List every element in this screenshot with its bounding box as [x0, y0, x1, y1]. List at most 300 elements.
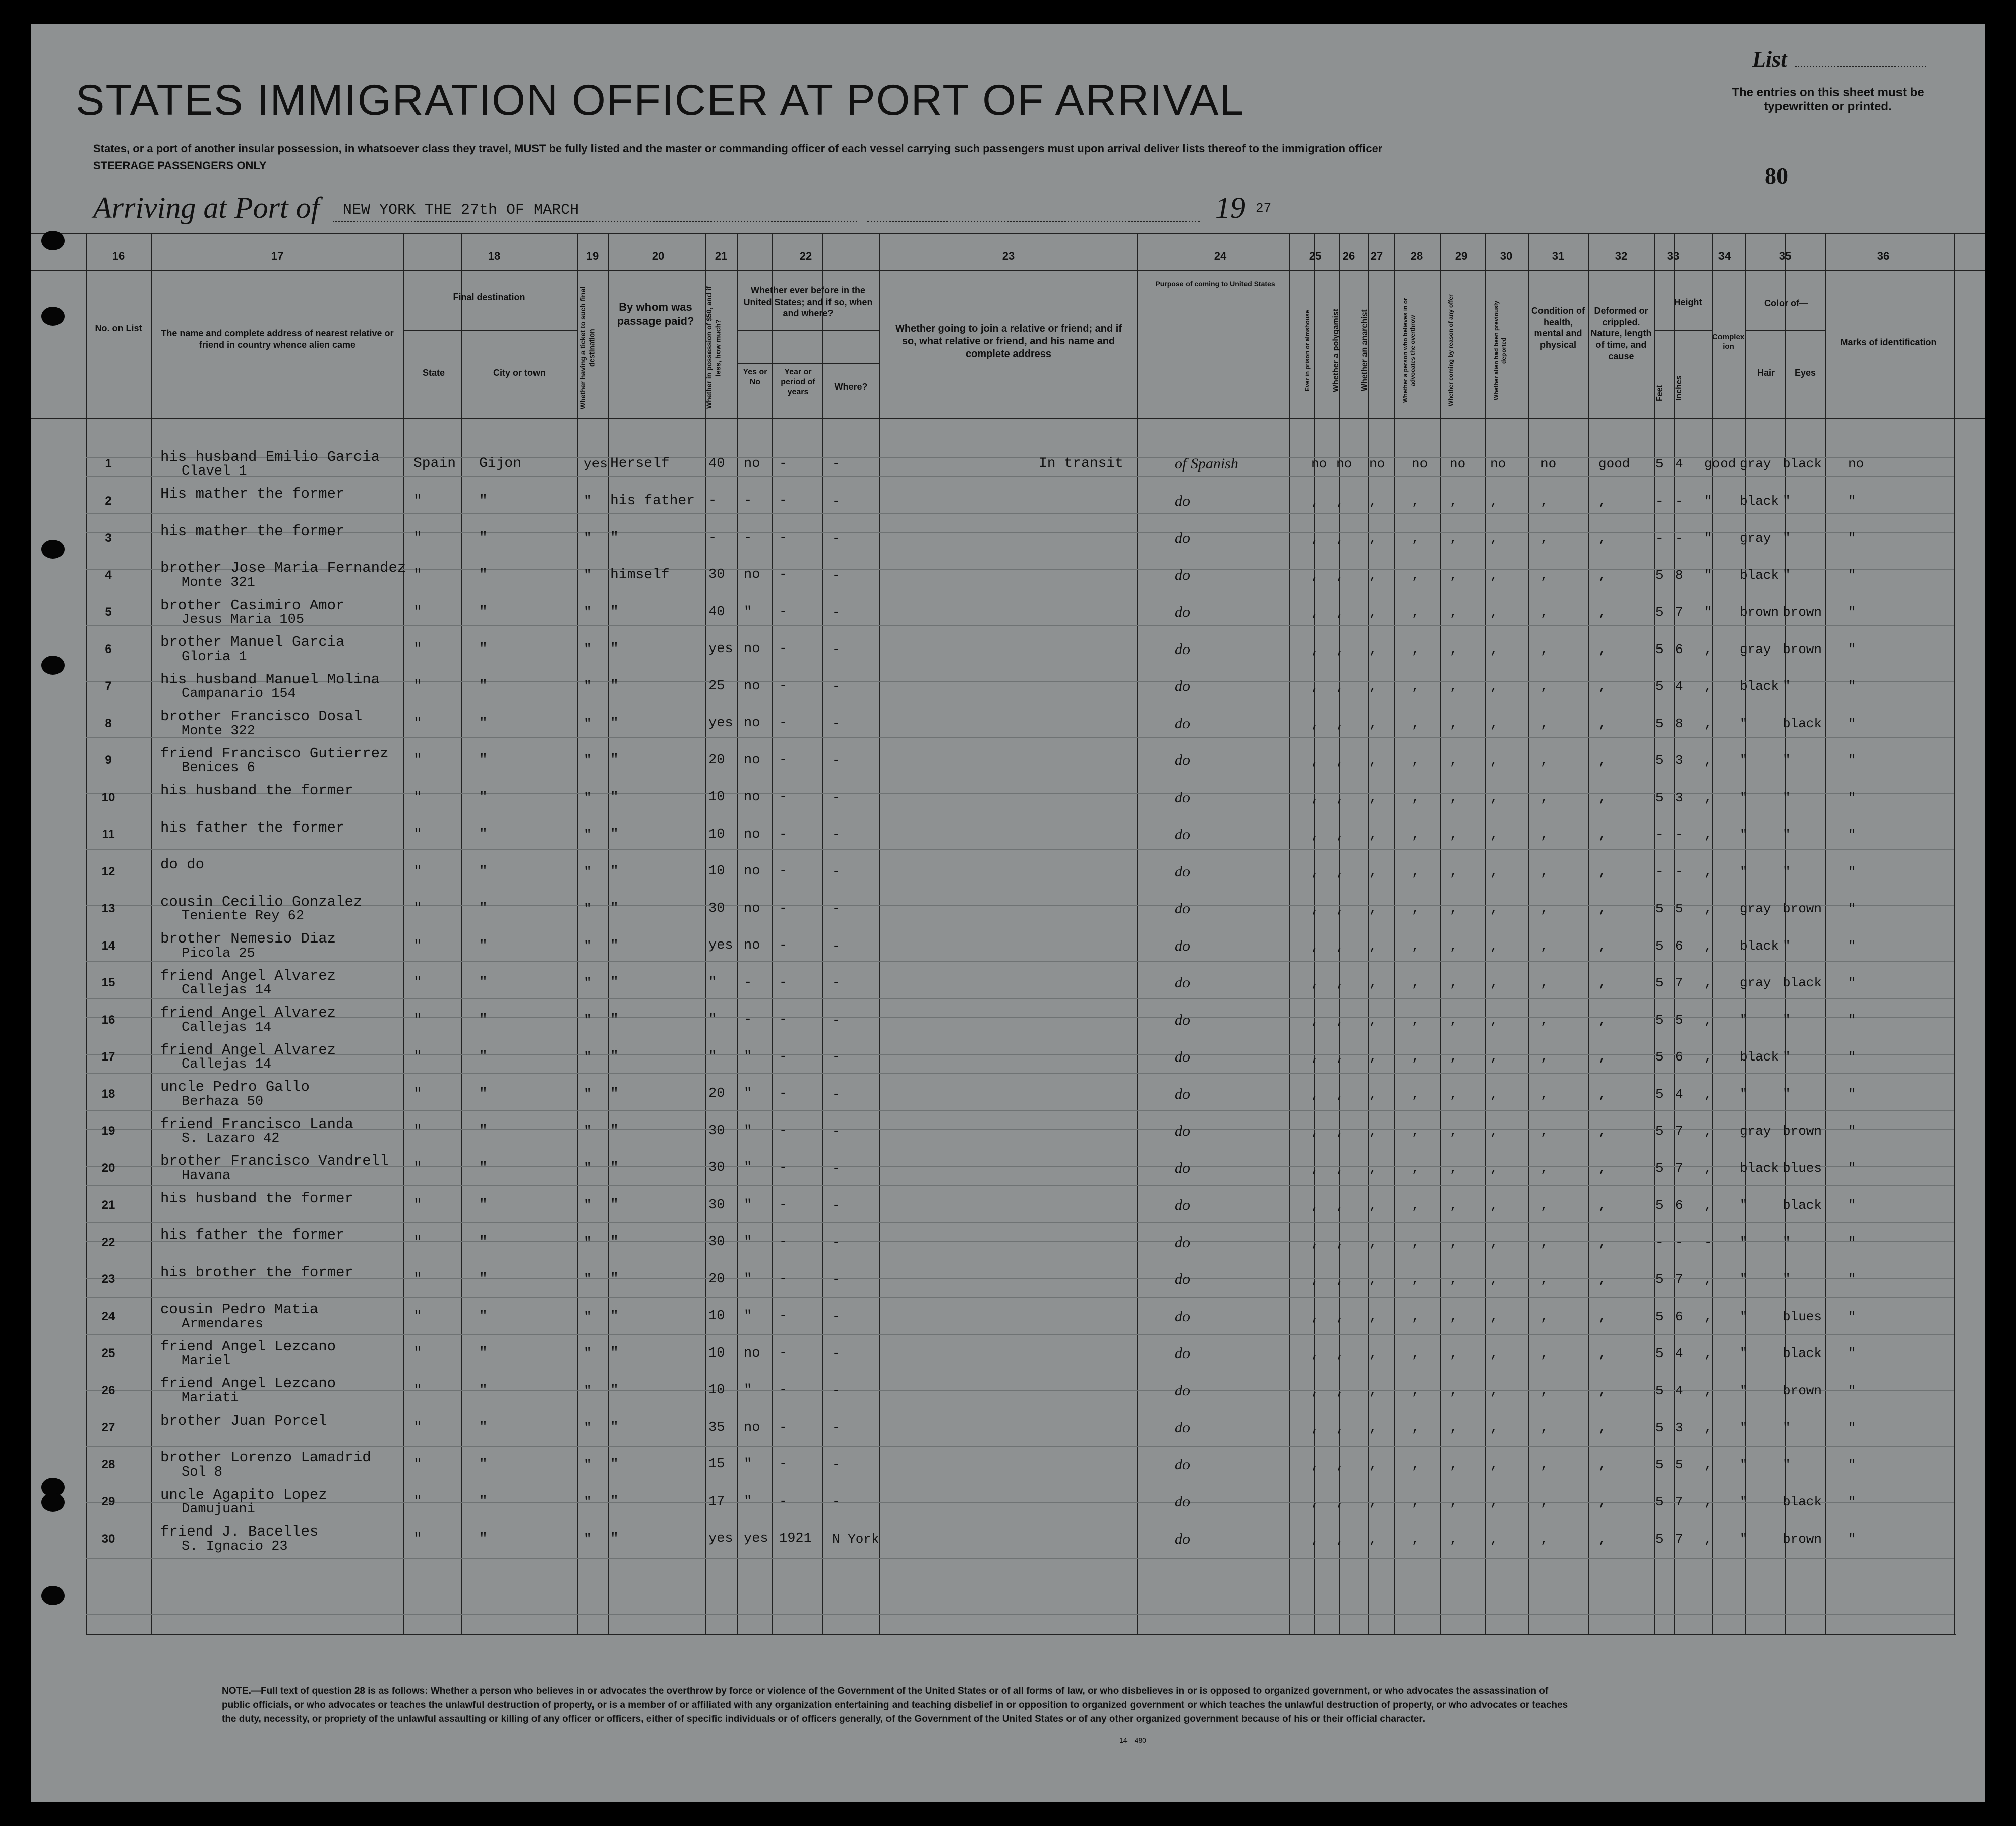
relative-name: friend Angel Lezcano [160, 1338, 336, 1355]
deformed-cell: , [1598, 1420, 1607, 1435]
before-cell: no [744, 567, 760, 582]
hair-cell: black [1740, 679, 1780, 694]
prison-cell: , [1311, 901, 1319, 916]
eyes-cell: " [1783, 531, 1791, 546]
complexion-cell: , [1704, 1086, 1712, 1102]
polygamist-cell: , [1336, 1198, 1344, 1213]
before-cell: no [744, 1420, 760, 1435]
before-cell: - [744, 530, 752, 546]
marks-cell: " [1848, 1160, 1856, 1176]
deformed-cell: , [1598, 1346, 1607, 1361]
deported-cell: , [1490, 864, 1498, 879]
eyes-cell: " [1783, 1457, 1791, 1472]
deported-cell: , [1490, 1272, 1498, 1287]
colnum-rule [31, 270, 1985, 271]
eyes-cell: " [1783, 938, 1791, 954]
row-number: 25 [101, 1346, 115, 1360]
header-state: State [422, 368, 445, 378]
year-cell: - [779, 1309, 788, 1324]
city-cell: " [479, 937, 488, 954]
relative-name: his husband the former [160, 782, 353, 799]
offer-cell: , [1450, 567, 1458, 583]
state-cell: " [413, 1345, 422, 1361]
complexion-cell: , [1704, 1012, 1712, 1028]
purpose-cell: do [1175, 937, 1190, 954]
city-cell: " [479, 567, 488, 583]
header-where: Where? [834, 382, 868, 392]
deported-cell: , [1490, 531, 1498, 546]
hair-cell: " [1740, 1198, 1748, 1213]
eyes-cell: " [1783, 827, 1791, 842]
complexion-cell: , [1704, 1309, 1712, 1324]
anarchist-cell: , [1369, 1383, 1377, 1398]
column-divider [461, 234, 462, 1634]
eyes-cell: blues [1783, 1309, 1822, 1324]
year-cell: - [779, 1160, 788, 1175]
inches-cell: 7 [1675, 1124, 1683, 1139]
city-cell: " [479, 975, 488, 990]
inches-cell: 8 [1675, 567, 1683, 583]
inches-cell: 6 [1675, 641, 1683, 657]
ruled-line [86, 1017, 1954, 1018]
money-cell: 25 [708, 678, 725, 694]
where-cell: - [832, 827, 840, 842]
anarchist-cell: , [1369, 1457, 1377, 1472]
header-yes-no: Yes or No [743, 368, 767, 386]
offer-cell: , [1450, 1012, 1458, 1028]
deformed-cell: , [1598, 975, 1607, 990]
header-bottom-rule [31, 418, 1985, 419]
state-cell: " [413, 1382, 422, 1398]
money-cell: yes [708, 641, 733, 657]
ruled-line [86, 849, 1954, 850]
purpose-cell: do [1175, 1197, 1190, 1213]
where-cell: - [832, 1383, 840, 1398]
header-complexion: Complexion [1712, 333, 1745, 351]
header-anarchist: Whether an anarchist [1360, 309, 1369, 392]
paid-by-cell: " [610, 975, 619, 990]
q28-cell: , [1412, 1420, 1420, 1435]
paid-by-cell: " [610, 1494, 619, 1509]
eyes-cell: brown [1783, 901, 1822, 916]
feet-cell: 5 [1655, 1346, 1664, 1361]
list-blank [1795, 66, 1926, 67]
q28-cell: , [1412, 864, 1420, 879]
city-cell: " [479, 1308, 488, 1324]
offer-cell: , [1450, 1272, 1458, 1287]
polygamist-cell: , [1336, 531, 1344, 546]
offer-cell: , [1450, 790, 1458, 805]
paid-by-cell: himself [610, 567, 670, 583]
where-cell: N York [832, 1531, 879, 1547]
relative-name: brother Manuel Garcia [160, 634, 345, 651]
prison-cell: , [1311, 1234, 1319, 1250]
city-cell: " [479, 1049, 488, 1065]
polygamist-cell: , [1336, 1420, 1344, 1435]
complexion-cell: , [1704, 753, 1712, 768]
where-cell: - [832, 1086, 840, 1102]
money-cell: 15 [708, 1457, 725, 1472]
anarchist-cell: , [1369, 1049, 1377, 1065]
row-number: 6 [105, 642, 112, 656]
hair-cell: black [1740, 567, 1780, 583]
eyes-cell: " [1783, 790, 1791, 805]
feet-cell: 5 [1655, 1124, 1664, 1139]
header-join: Whether going to join a relative or friend; and if so, what relative or friend, and his name and complete address [895, 323, 1122, 360]
relative-address: Sol 8 [182, 1464, 223, 1480]
state-cell: " [413, 1086, 422, 1102]
q28-cell: , [1412, 1494, 1420, 1509]
relative-address: S. Lazaro 42 [182, 1131, 280, 1146]
where-cell: - [832, 901, 840, 916]
before-cell: - [744, 493, 752, 508]
column-divider [737, 234, 738, 1634]
anarchist-cell: , [1369, 1124, 1377, 1139]
deformed-cell: , [1598, 1198, 1607, 1213]
offer-cell: , [1450, 716, 1458, 731]
state-cell: " [413, 975, 422, 990]
where-cell: - [832, 1124, 840, 1139]
money-cell: 30 [708, 1234, 725, 1250]
header-offer: Whether coming by reason of any offer [1447, 294, 1454, 407]
marks-cell: " [1848, 938, 1856, 954]
prison-cell: , [1311, 1049, 1319, 1065]
row-number: 10 [101, 790, 115, 804]
purpose-cell: do [1175, 1456, 1190, 1473]
header-deformed: Deformed or crippled. Nature, length of time, and cause [1590, 306, 1652, 361]
health-cell: , [1540, 1198, 1549, 1213]
feet-cell: - [1655, 864, 1664, 879]
offer-cell: , [1450, 975, 1458, 990]
row-number: 24 [101, 1309, 115, 1323]
money-cell: 40 [708, 604, 725, 620]
binder-hole [41, 540, 65, 559]
row-number: 8 [105, 716, 112, 730]
before-cell: no [744, 790, 760, 805]
before-cell: " [744, 1457, 752, 1472]
complexion-cell: , [1704, 1531, 1712, 1547]
q28-cell: , [1412, 1457, 1420, 1472]
row-number: 20 [101, 1161, 115, 1175]
paid-by-cell: " [610, 789, 619, 805]
deformed-cell: , [1598, 1234, 1607, 1250]
relative-address: Callejas 14 [182, 1057, 272, 1072]
row-number: 14 [101, 938, 115, 953]
marks-cell: " [1848, 1012, 1856, 1028]
before-cell: " [744, 604, 752, 620]
city-cell: " [479, 1012, 488, 1028]
purpose-cell: do [1175, 752, 1190, 769]
relative-address: Clavel 1 [182, 464, 247, 479]
binder-hole [41, 656, 65, 675]
relative-address: Campanario 154 [182, 686, 296, 701]
inches-cell: 7 [1675, 1494, 1683, 1509]
purpose-cell: do [1175, 1123, 1190, 1139]
port-blank [333, 221, 857, 222]
sheet-number: 80 [1765, 163, 1788, 189]
polygamist-cell: , [1336, 1234, 1344, 1250]
health-cell: , [1540, 901, 1549, 916]
hair-cell: " [1740, 1383, 1748, 1398]
offer-cell: , [1450, 1457, 1458, 1472]
prison-cell: , [1311, 1272, 1319, 1287]
deported-cell: , [1490, 1124, 1498, 1139]
anarchist-cell: , [1369, 1012, 1377, 1028]
anarchist-cell: , [1369, 1086, 1377, 1102]
city-cell: " [479, 752, 488, 768]
year-cell: - [779, 567, 788, 582]
column-number: 30 [1500, 250, 1513, 262]
health-cell: , [1540, 531, 1549, 546]
ticket-cell: " [584, 716, 592, 731]
before-cell: yes [744, 1531, 768, 1546]
paid-by-cell: " [610, 1420, 619, 1435]
row-number: 27 [101, 1421, 115, 1434]
feet-cell: 5 [1655, 1160, 1664, 1176]
polygamist-cell: , [1336, 827, 1344, 842]
ruled-line [86, 1278, 1954, 1279]
column-divider [1825, 234, 1826, 1634]
marks-cell: " [1848, 753, 1856, 768]
inches-cell: 6 [1675, 938, 1683, 954]
year-cell: - [779, 1086, 788, 1101]
ticket-cell: " [584, 531, 592, 546]
health-cell: , [1540, 641, 1549, 657]
where-cell: - [832, 605, 840, 620]
ticket-cell: " [584, 605, 592, 620]
before-cell: no [744, 1345, 760, 1361]
state-cell: " [413, 641, 422, 657]
column-divider [1440, 234, 1441, 1634]
ticket-cell: " [584, 1012, 592, 1028]
hair-cell: gray [1740, 1124, 1771, 1139]
deported-cell: , [1490, 1494, 1498, 1509]
paid-by-cell: " [610, 1234, 619, 1250]
header-marks: Marks of identification [1840, 337, 1937, 347]
inches-cell: 5 [1675, 1012, 1683, 1028]
before-cell: " [744, 1309, 752, 1324]
marks-cell: " [1848, 1272, 1856, 1287]
ticket-cell: " [584, 1049, 592, 1065]
header-purpose: Purpose of coming to United States [1155, 280, 1275, 288]
marks-cell: " [1848, 1457, 1856, 1472]
deformed-cell: , [1598, 1494, 1607, 1509]
anarchist-cell: , [1369, 864, 1377, 879]
before-cell: " [744, 1197, 752, 1213]
deported-cell: , [1490, 790, 1498, 805]
complexion-cell: , [1704, 1383, 1712, 1398]
offer-cell: , [1450, 641, 1458, 657]
header-color-of: Color of— [1764, 298, 1808, 308]
column-divider [1654, 234, 1655, 1634]
paid-by-cell: " [610, 1197, 619, 1213]
q28-cell: , [1412, 790, 1420, 805]
relative-address: Monte 321 [182, 575, 255, 591]
polygamist-cell: , [1336, 938, 1344, 954]
prison-cell: , [1311, 679, 1319, 694]
polygamist-cell: , [1336, 864, 1344, 879]
feet-cell: 5 [1655, 1198, 1664, 1213]
complexion-cell: , [1704, 1494, 1712, 1509]
header-deported: Whether alien had been previously deported [1493, 300, 1507, 401]
marks-cell: " [1848, 605, 1856, 620]
hair-cell: " [1740, 1494, 1748, 1509]
ruled-line [86, 1614, 1954, 1615]
paid-by-cell: " [610, 1049, 619, 1065]
before-cell: no [744, 456, 760, 472]
feet-cell: 5 [1655, 1383, 1664, 1398]
ruled-line [86, 513, 1954, 514]
health-cell: , [1540, 1494, 1549, 1509]
prison-cell: , [1311, 605, 1319, 620]
anarchist-cell: , [1369, 790, 1377, 805]
polygamist-cell: no [1336, 456, 1352, 472]
q28-cell: , [1412, 605, 1420, 620]
prison-cell: , [1311, 1012, 1319, 1028]
relative-address: Berhaza 50 [182, 1094, 264, 1109]
ruled-line [86, 905, 1954, 906]
column-divider [1954, 234, 1955, 1634]
ticket-cell: " [584, 1309, 592, 1324]
complexion-cell: , [1704, 790, 1712, 805]
marks-cell: " [1848, 531, 1856, 546]
state-cell: " [413, 1308, 422, 1324]
where-cell: - [832, 493, 840, 509]
money-cell: 10 [708, 1383, 725, 1398]
ticket-cell: " [584, 864, 592, 879]
deformed-cell: , [1598, 679, 1607, 694]
column-number: 32 [1615, 250, 1628, 262]
feet-cell: 5 [1655, 1086, 1664, 1102]
ruled-line [86, 532, 1954, 533]
anarchist-cell: , [1369, 827, 1377, 842]
where-cell: - [832, 567, 840, 583]
anarchist-cell: , [1369, 901, 1377, 916]
where-cell: - [832, 716, 840, 731]
complexion-cell: , [1704, 1198, 1712, 1213]
prison-cell: , [1311, 493, 1319, 509]
polygamist-cell: , [1336, 1160, 1344, 1176]
health-cell: , [1540, 1124, 1549, 1139]
feet-cell: 5 [1655, 1309, 1664, 1324]
anarchist-cell: , [1369, 1234, 1377, 1250]
relative-name: his father the former [160, 819, 345, 836]
health-cell: , [1540, 827, 1549, 842]
eyes-cell: black [1783, 1198, 1822, 1213]
ticket-cell: " [584, 1531, 592, 1547]
year-cell: - [779, 1234, 788, 1250]
deformed-cell: good [1598, 456, 1630, 472]
column-divider [577, 234, 578, 1634]
health-cell: , [1540, 1160, 1549, 1176]
deformed-cell: , [1598, 1457, 1607, 1472]
hair-cell: " [1740, 1346, 1748, 1361]
where-cell: - [832, 1049, 840, 1065]
ruled-line [86, 961, 1954, 962]
paid-by-cell: " [610, 1271, 619, 1287]
hair-cell: black [1740, 938, 1780, 954]
column-number: 16 [112, 250, 125, 262]
inches-cell: 4 [1675, 1086, 1683, 1102]
purpose-cell: do [1175, 900, 1190, 917]
paid-by-cell: " [610, 530, 619, 546]
prison-cell: no [1311, 456, 1327, 472]
eyes-cell: " [1783, 864, 1791, 879]
marks-cell: " [1848, 1309, 1856, 1324]
eyes-cell: " [1783, 1049, 1791, 1065]
year-cell: - [779, 938, 788, 953]
row-number: 22 [101, 1235, 115, 1249]
eyes-cell: " [1783, 679, 1791, 694]
health-cell: , [1540, 567, 1549, 583]
deported-cell: , [1490, 938, 1498, 954]
city-cell: " [479, 1160, 488, 1176]
relative-name: friend Francisco Gutierrez [160, 745, 389, 762]
deported-cell: , [1490, 1234, 1498, 1250]
prison-cell: , [1311, 1124, 1319, 1139]
deported-cell: , [1490, 753, 1498, 768]
health-cell: , [1540, 1346, 1549, 1361]
deformed-cell: , [1598, 1309, 1607, 1324]
anarchist-cell: , [1369, 716, 1377, 731]
ticket-cell: " [584, 1457, 592, 1472]
city-cell: " [479, 901, 488, 916]
complexion-cell: , [1704, 716, 1712, 731]
ruled-line [86, 737, 1954, 738]
q28-cell: , [1412, 641, 1420, 657]
health-cell: , [1540, 1049, 1549, 1065]
year-cell: - [779, 901, 788, 916]
city-cell: " [479, 715, 488, 731]
relative-name: brother Juan Porcel [160, 1412, 327, 1429]
health-cell: , [1540, 938, 1549, 954]
where-cell: - [832, 753, 840, 768]
paid-by-cell: " [610, 937, 619, 954]
before-cell: no [744, 752, 760, 768]
deformed-cell: , [1598, 1124, 1607, 1139]
ruled-line [86, 1502, 1954, 1503]
marks-cell: " [1848, 1124, 1856, 1139]
column-number: 23 [1002, 250, 1015, 262]
deformed-cell: , [1598, 1049, 1607, 1065]
city-cell: " [479, 1345, 488, 1361]
binder-hole [41, 307, 65, 326]
column-number: 19 [586, 250, 599, 262]
row-number: 4 [105, 568, 112, 582]
relative-address: Mariel [182, 1353, 231, 1369]
city-cell: " [479, 1382, 488, 1398]
relative-address: Callejas 14 [182, 1020, 272, 1035]
anarchist-cell: , [1369, 1494, 1377, 1509]
feet-cell: 5 [1655, 641, 1664, 657]
complexion-cell: " [1704, 567, 1712, 583]
state-cell: " [413, 715, 422, 731]
offer-cell: no [1450, 456, 1466, 472]
header-polygamist: Whether a polygamist [1332, 308, 1340, 393]
health-cell: , [1540, 753, 1549, 768]
ticket-cell: " [584, 1346, 592, 1361]
subheader-rule [737, 363, 879, 364]
relative-name: cousin Cecilio Gonzalez [160, 893, 363, 910]
ticket-cell: " [584, 1086, 592, 1102]
before-cell: no [744, 864, 760, 879]
column-divider [1394, 234, 1395, 1634]
year-cell: - [779, 827, 788, 842]
relative-name: his husband Manuel Molina [160, 671, 380, 688]
money-cell: 30 [708, 1197, 725, 1213]
before-cell: " [744, 1086, 752, 1101]
city-cell: " [479, 678, 488, 694]
